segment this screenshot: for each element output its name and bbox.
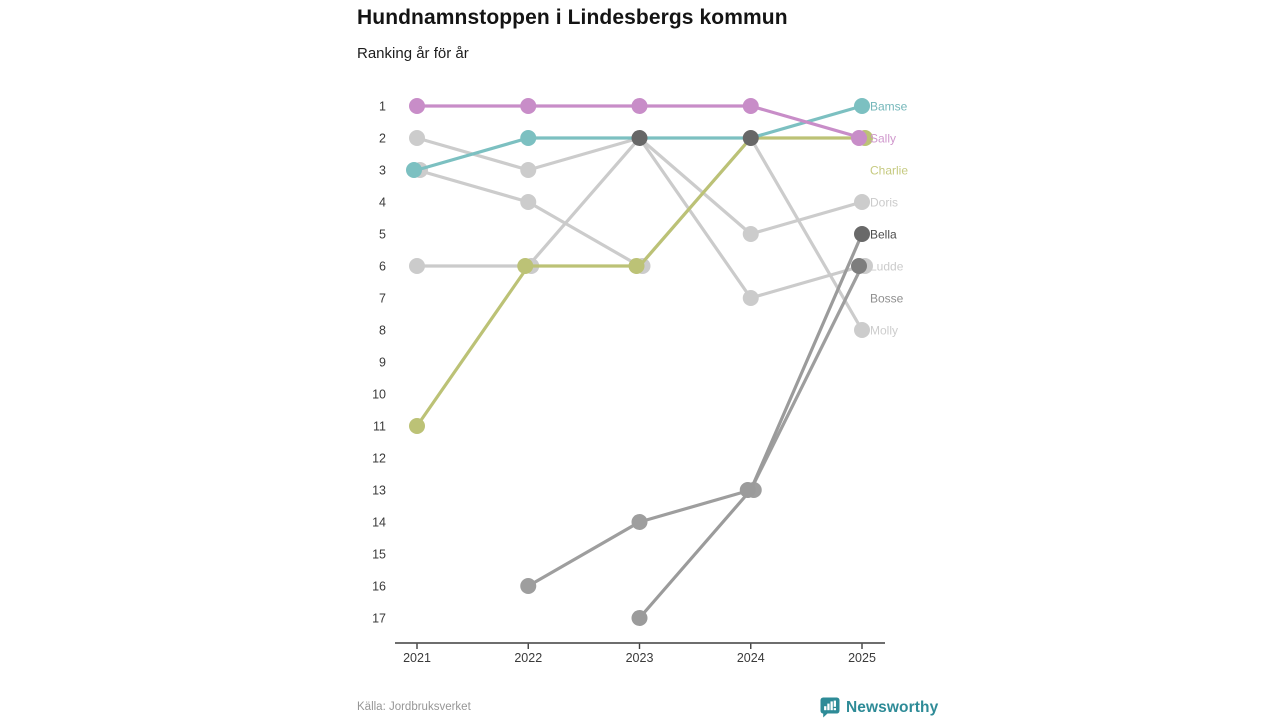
rank-tick-label: 15 <box>372 547 386 562</box>
rank-tick-label: 3 <box>379 163 386 178</box>
series-dot-bella <box>740 482 756 498</box>
rank-tick-label: 12 <box>372 451 386 466</box>
series-line-charlie <box>417 138 862 426</box>
series-label-ludde: Ludde <box>870 259 904 274</box>
series-dot-sally <box>743 98 759 114</box>
series-dot-bosse <box>632 514 648 530</box>
overlap-dot <box>632 130 648 146</box>
year-tick-label: 2025 <box>848 651 876 665</box>
year-tick-label: 2023 <box>625 651 654 665</box>
series-dot-doris <box>854 194 870 210</box>
series-line-bosse <box>528 266 862 586</box>
series-dot-bosse <box>851 258 867 274</box>
series-label-charlie: Charlie <box>870 163 909 178</box>
chart-subtitle: Ranking år för år <box>357 45 469 62</box>
rank-tick-label: 9 <box>379 355 386 370</box>
series-dot-bella <box>854 226 870 242</box>
rank-tick-label: 8 <box>379 323 386 338</box>
rank-tick-label: 4 <box>379 195 386 210</box>
chart-title: Hundnamnstoppen i Lindesbergs kommun <box>357 6 788 29</box>
overlap-dot <box>743 130 759 146</box>
series-dot-charlie <box>629 258 645 274</box>
rank-tick-label: 16 <box>372 579 386 594</box>
year-tick-label: 2024 <box>736 651 765 665</box>
rank-tick-label: 2 <box>379 131 386 146</box>
series-dot-ludde <box>409 258 425 274</box>
year-tick-label: 2022 <box>514 651 543 665</box>
series-label-bosse: Bosse <box>870 291 904 306</box>
rank-tick-label: 7 <box>379 291 386 306</box>
series-dot-doris <box>520 162 536 178</box>
series-dot-sally <box>409 98 425 114</box>
rank-tick-label: 6 <box>379 259 386 274</box>
series-dot-bosse <box>520 578 536 594</box>
rank-tick-label: 14 <box>372 515 386 530</box>
brand-name: Newsworthy <box>846 698 939 716</box>
source-note: Källa: Jordbruksverket <box>357 701 471 713</box>
series-dot-sally <box>520 98 536 114</box>
series-dot-doris <box>409 130 425 146</box>
series-dot-molly <box>520 194 536 210</box>
rank-tick-label: 5 <box>379 227 386 242</box>
series-dot-bamse <box>520 130 536 146</box>
series-dot-bamse <box>854 98 870 114</box>
series-dot-molly <box>854 322 870 338</box>
rank-tick-label: 17 <box>372 611 386 626</box>
series-dot-bella <box>632 610 648 626</box>
rank-tick-label: 10 <box>372 387 386 402</box>
rank-tick-label: 13 <box>372 483 386 498</box>
series-dot-charlie <box>409 418 425 434</box>
series-label-bella: Bella <box>870 227 897 242</box>
series-line-ludde <box>417 138 862 298</box>
year-tick-label: 2021 <box>403 651 431 665</box>
series-dot-ludde <box>743 290 759 306</box>
series-dot-doris <box>743 226 759 242</box>
series-label-sally: Sally <box>870 131 897 146</box>
rank-tick-label: 11 <box>373 419 386 434</box>
series-dot-sally <box>851 130 867 146</box>
rank-tick-label: 1 <box>379 99 386 114</box>
series-label-bamse: Bamse <box>870 99 908 114</box>
series-dot-bamse <box>406 162 422 178</box>
series-label-molly: Molly <box>870 323 899 338</box>
newsworthy-logo-icon <box>820 697 840 718</box>
series-dot-charlie <box>517 258 533 274</box>
series-label-doris: Doris <box>870 195 899 210</box>
brand-footer <box>820 697 938 718</box>
series-line-molly <box>417 138 862 330</box>
series-dot-sally <box>632 98 648 114</box>
